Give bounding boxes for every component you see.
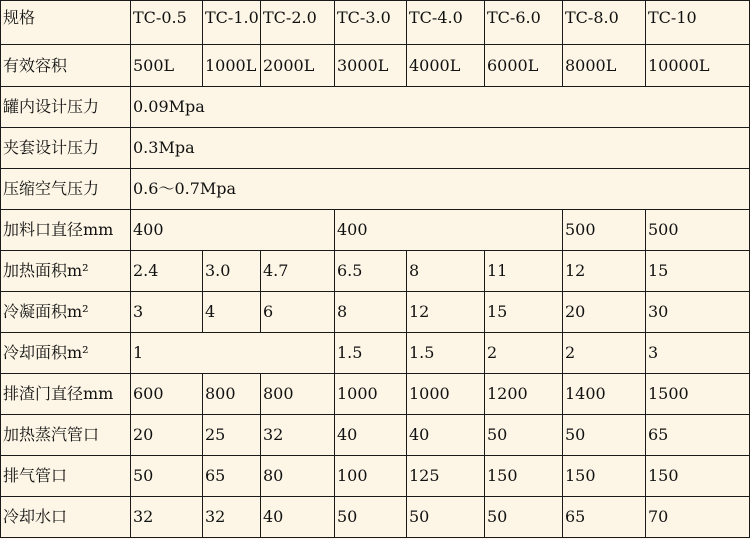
table-cell: 0.3Mpa <box>131 128 750 169</box>
row-label: 加热蒸汽管口 <box>1 415 131 456</box>
table-cell: 50 <box>485 497 563 538</box>
table-cell: 800 <box>203 374 261 415</box>
table-cell: 6 <box>261 292 335 333</box>
table-cell: 65 <box>203 456 261 497</box>
row-label: 夹套设计压力 <box>1 128 131 169</box>
table-cell: 70 <box>646 497 750 538</box>
table-row <box>1 251 750 292</box>
row-label: 冷凝面积m² <box>1 292 131 333</box>
table-cell: 50 <box>131 456 203 497</box>
table-cell: 1200 <box>485 374 563 415</box>
table-cell: TC-3.0 <box>335 1 407 45</box>
table-cell: 2000L <box>261 45 335 87</box>
table-cell: 20 <box>563 292 646 333</box>
table-cell: TC-8.0 <box>563 1 646 45</box>
table-cell: TC-2.0 <box>261 1 335 45</box>
table-cell: 1400 <box>563 374 646 415</box>
table-cell: 50 <box>335 497 407 538</box>
row-label: 规格 <box>1 1 131 45</box>
table-cell: 40 <box>407 415 485 456</box>
table-row <box>1 456 750 497</box>
table-cell: 1000L <box>203 45 261 87</box>
table-cell: 3 <box>131 292 203 333</box>
table-row <box>1 1 750 45</box>
row-label: 罐内设计压力 <box>1 87 131 128</box>
table-cell: 20 <box>131 415 203 456</box>
table-cell: 500 <box>563 210 646 251</box>
table-cell: 4000L <box>407 45 485 87</box>
table-cell: 2 <box>485 333 563 374</box>
table-row <box>1 333 750 374</box>
table-cell: 15 <box>485 292 563 333</box>
table-cell: 8000L <box>563 45 646 87</box>
table-cell: 12 <box>407 292 485 333</box>
table-row <box>1 169 750 210</box>
table-cell: 6.5 <box>335 251 407 292</box>
table-cell: 32 <box>131 497 203 538</box>
table-row <box>1 497 750 538</box>
row-label: 加料口直径mm <box>1 210 131 251</box>
table-cell: 3.0 <box>203 251 261 292</box>
table-cell: 1 <box>131 333 335 374</box>
row-label: 冷却面积m² <box>1 333 131 374</box>
table-cell: 12 <box>563 251 646 292</box>
row-label: 有效容积 <box>1 45 131 87</box>
table-cell: 500L <box>131 45 203 87</box>
table-cell: 10000L <box>646 45 750 87</box>
table-cell: 0.09Mpa <box>131 87 750 128</box>
table-cell: 3 <box>646 333 750 374</box>
table-cell: 3000L <box>335 45 407 87</box>
table-row <box>1 292 750 333</box>
table-cell: 150 <box>485 456 563 497</box>
row-label: 排渣门直径mm <box>1 374 131 415</box>
table-cell: 8 <box>335 292 407 333</box>
table-cell: 2 <box>563 333 646 374</box>
table-cell: 4.7 <box>261 251 335 292</box>
table-cell: 4 <box>203 292 261 333</box>
table-cell: 150 <box>563 456 646 497</box>
table-row <box>1 87 750 128</box>
table-cell: 1000 <box>407 374 485 415</box>
table-row <box>1 415 750 456</box>
table-row <box>1 374 750 415</box>
table-cell: TC-4.0 <box>407 1 485 45</box>
table-cell: 32 <box>203 497 261 538</box>
table-cell: 40 <box>335 415 407 456</box>
table-cell: 1500 <box>646 374 750 415</box>
table-cell: 1.5 <box>335 333 407 374</box>
row-label: 加热面积m² <box>1 251 131 292</box>
table-cell: 400 <box>335 210 563 251</box>
table-cell: 65 <box>646 415 750 456</box>
table-cell: 100 <box>335 456 407 497</box>
table-row <box>1 210 750 251</box>
table-cell: 80 <box>261 456 335 497</box>
table-cell: 400 <box>131 210 335 251</box>
table-cell: 600 <box>131 374 203 415</box>
row-label: 排气管口 <box>1 456 131 497</box>
table-cell: 1.5 <box>407 333 485 374</box>
table-cell: 8 <box>407 251 485 292</box>
row-label: 冷却水口 <box>1 497 131 538</box>
table-cell: 2.4 <box>131 251 203 292</box>
table-cell: 150 <box>646 456 750 497</box>
table-cell: 6000L <box>485 45 563 87</box>
table-row <box>1 45 750 87</box>
table-cell: 30 <box>646 292 750 333</box>
table-cell: 32 <box>261 415 335 456</box>
table-cell: 800 <box>261 374 335 415</box>
table-cell: TC-10 <box>646 1 750 45</box>
table-cell: 1000 <box>335 374 407 415</box>
table-cell: 65 <box>563 497 646 538</box>
table-row <box>1 128 750 169</box>
table-cell: 500 <box>646 210 750 251</box>
table-cell: TC-1.0 <box>203 1 261 45</box>
table-cell: 125 <box>407 456 485 497</box>
table-cell: TC-0.5 <box>131 1 203 45</box>
row-label: 压缩空气压力 <box>1 169 131 210</box>
table-cell: 15 <box>646 251 750 292</box>
table-cell: 50 <box>485 415 563 456</box>
table-cell: 50 <box>407 497 485 538</box>
table-cell: 0.6～0.7Mpa <box>131 169 750 210</box>
table-cell: 25 <box>203 415 261 456</box>
table-cell: TC-6.0 <box>485 1 563 45</box>
table-cell: 40 <box>261 497 335 538</box>
table-cell: 50 <box>563 415 646 456</box>
table-cell: 11 <box>485 251 563 292</box>
